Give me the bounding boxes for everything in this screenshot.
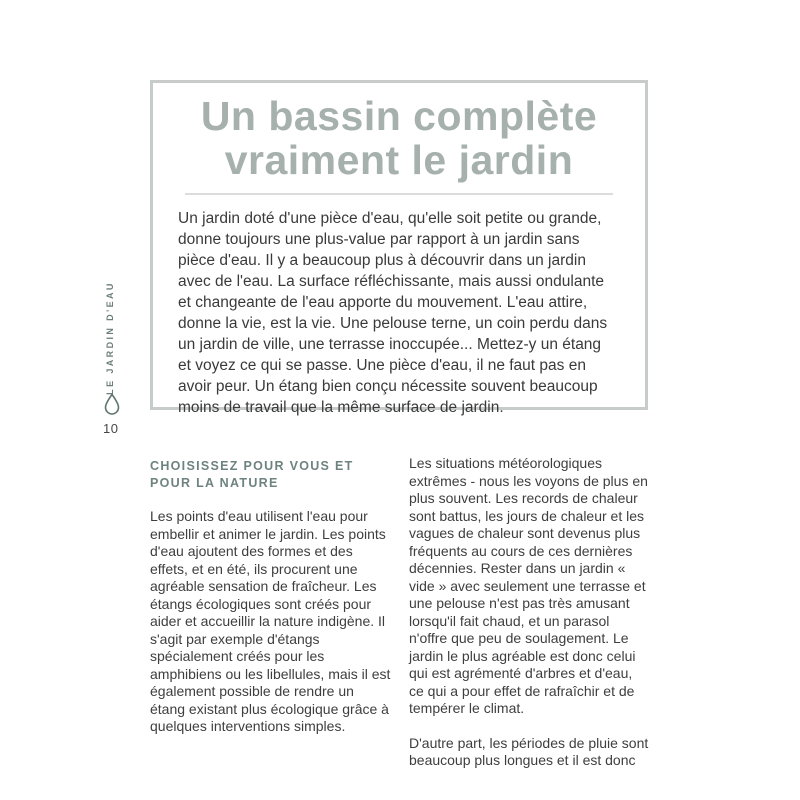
water-drop-icon [102, 392, 122, 416]
page-title [153, 94, 645, 182]
page-number: 10 [103, 421, 119, 436]
body-columns [150, 455, 650, 770]
hero-box [150, 80, 648, 416]
chapter-label: LE JARDIN D'EAU [105, 281, 115, 395]
page-title-line-2: vraiment le jardin [224, 137, 574, 183]
section-heading: CHOISISSEZ POUR VOUS ET POUR LA NATURE [150, 459, 354, 490]
left-column [150, 455, 391, 770]
left-column-paragraph: Les points d'eau utilisent l'eau pour embellir et animer le jardin. Les points d'eau ajoutent des formes et des effets, et en été, ils procurent une agréable sensation de fraîcheur. Les étangs écologiques sont créés pour aider et accueillir la nature indigène. Il s'agit par exemple d'étangs spécialement créés pour les amphibiens ou les libellules, mais il est également possible de rendre un étang existant plus écologique grâce à quelques interventions simples. [150, 508, 391, 734]
title-divider [185, 193, 613, 195]
page-title-line-1: Un bassin complète [200, 93, 598, 139]
right-column-paragraph-2: D'autre part, les périodes de pluie sont beaucoup plus longues et il est donc [409, 734, 649, 768]
intro-paragraph: Un jardin doté d'une pièce d'eau, qu'elle soit petite ou grande, donne toujours une plus-value par rapport à un jardin sans pièce d'eau. Il y a beaucoup plus à découvrir dans un jardin avec de l'eau. La surface réfléchissante, mais aussi ondulante et changeante de l'eau apporte du mouvement. L'eau attire, donne la vie, est la vie. Une pelouse terne, un coin perdu dans un jardin de ville, une terrasse inoccupée... Mettez-y un étang et voyez ce qui se passe. Une pièce d'eau, il ne faut pas en avoir peur. Un étang bien conçu nécessite souvent beaucoup moins de travail que la même surface de jardin. [178, 210, 608, 416]
right-column-paragraph-1: Les situations météorologiques extrêmes - nous les voyons de plus en plus souvent. Les records de chaleur sont battus, les jours de chaleur et les vagues de chaleur sont devenus plus fréquents au cours de ces dernières décennies. Rester dans un jardin « vide » avec seulement une terrasse et une pelouse n'est pas très amusant lorsqu'il fait chaud, et un parasol n'offre que peu de soulagement. Le jardin le plus agréable est donc celui qui est agrémenté d'arbres et d'eau, ce qui a pour effet de rafraîchir et de tempérer le climat. [409, 455, 648, 716]
right-column [409, 455, 650, 770]
